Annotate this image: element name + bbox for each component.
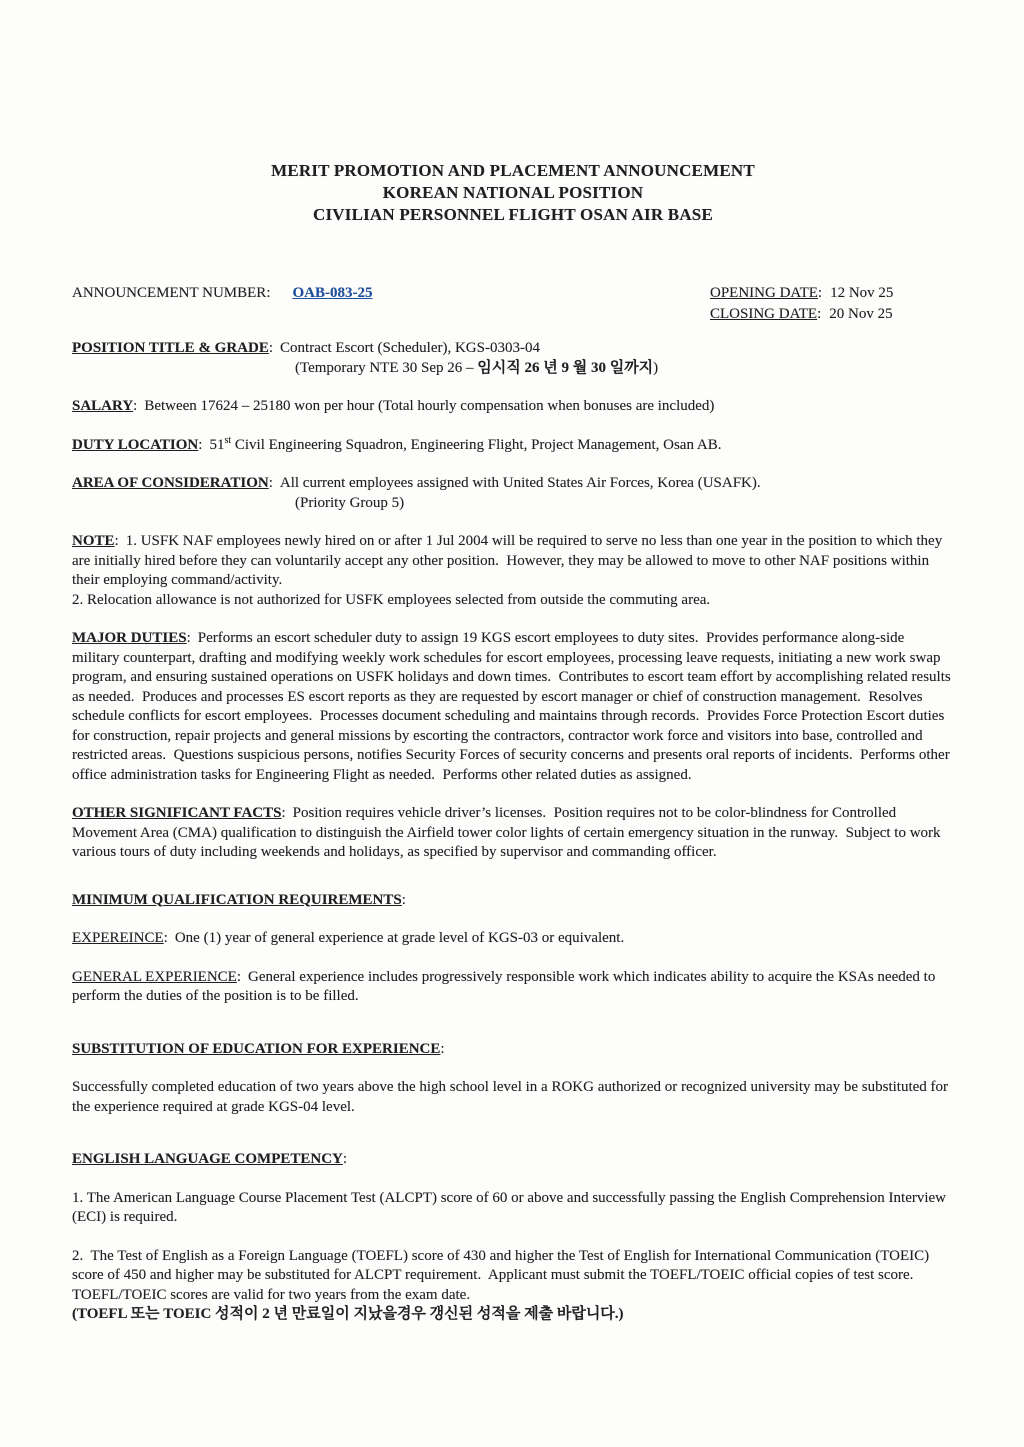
english-competency-korean-note: (TOEFL 또는 TOEIC 성적이 2 년 만료일이 지났을경우 갱신된 성적을 제출 바랍니다.) <box>72 1306 624 1322</box>
salary-value: Between 17624 – 25180 won per hour (Total hourly compensation when bonuses are included) <box>144 398 715 414</box>
position-title-value: Contract Escort (Scheduler), KGS-0303-04 <box>280 340 540 356</box>
english-competency-item-2 <box>72 1247 954 1325</box>
colon: : <box>817 306 822 322</box>
colon: : <box>186 630 191 646</box>
area-of-consideration-value: All current employees assigned with United States Air Forces, Korea (USAFK). <box>279 475 761 491</box>
experience-label: EXPEREINCE <box>72 930 164 946</box>
temporary-note-close-paren: ) <box>653 359 659 376</box>
colon: : <box>266 285 271 301</box>
note-item-1: 1. USFK NAF employees newly hired on or after 1 Jul 2004 will be required to serve no less than one year in the position to which they are initially hired before they can voluntarily accept any other position. However, they may be allowed to move to other NAF positions within their employing command/activity. <box>72 533 946 588</box>
temporary-note-korean: 임시직 26 년 9 월 30 일까지 <box>477 359 654 376</box>
substitution-heading <box>72 1040 954 1060</box>
general-experience-label: GENERAL EXPERIENCE <box>72 968 237 985</box>
note-paragraph <box>72 532 954 610</box>
duty-location-field <box>72 436 954 456</box>
other-significant-facts-text: Position requires vehicle driver’s licenses. Position requires not to be color-blindness for Controlled Movement Area (CMA) qualification to distinguish the Airfield tower color lights of certain emergency situation in the runway. Subject to work various tours of duty including weekends and holidays, as specified by supervisor and commanding officer. <box>72 805 945 860</box>
announcement-number-label: ANNOUNCEMENT NUMBER <box>72 285 267 301</box>
colon: : <box>163 930 168 946</box>
area-of-consideration-label: AREA OF CONSIDERATION <box>72 475 269 491</box>
experience-field <box>72 929 954 949</box>
note-item-2: 2. Relocation allowance is not authorized for USFK employees selected from outside the commuting area. <box>72 591 711 608</box>
duty-location-label: DUTY LOCATION <box>72 436 199 453</box>
colon: : <box>268 340 274 356</box>
document-title <box>72 0 954 226</box>
general-experience-field <box>72 968 954 1007</box>
closing-date-value: 20 Nov 25 <box>829 306 893 322</box>
temporary-note-english: (Temporary NTE 30 Sep 26 – <box>295 359 478 376</box>
announcement-row <box>72 283 954 325</box>
title-line-2: KOREAN NATIONAL POSITION <box>382 183 644 202</box>
colon: : <box>114 533 119 549</box>
major-duties-label: MAJOR DUTIES <box>72 630 187 646</box>
priority-group-line: (Priority Group 5) <box>295 494 405 511</box>
major-duties-paragraph <box>72 629 954 785</box>
colon: : <box>236 968 242 985</box>
colon: : <box>440 1040 445 1057</box>
dates-block <box>710 283 893 325</box>
salary-label: SALARY <box>72 398 134 414</box>
colon: : <box>281 805 286 821</box>
colon: : <box>268 475 273 491</box>
colon: : <box>342 1151 348 1167</box>
other-significant-facts-label: OTHER SIGNIFICANT FACTS <box>72 805 282 821</box>
note-label: NOTE <box>72 533 115 549</box>
minimum-qualification-label: MINIMUM QUALIFICATION REQUIREMENTS <box>72 891 402 908</box>
title-line-1: MERIT PROMOTION AND PLACEMENT ANNOUNCEMENT <box>271 161 755 180</box>
position-title-temporary-line <box>72 359 954 379</box>
opening-date-value: 12 Nov 25 <box>830 285 894 301</box>
position-title-field <box>72 339 954 378</box>
duty-location-ordinal-suffix: st <box>224 434 232 446</box>
colon: : <box>133 398 138 414</box>
opening-date-label: OPENING DATE <box>710 285 818 301</box>
substitution-paragraph: Successfully completed education of two years above the high school level in a ROKG authorized or recognized university may be substituted for the experience required at grade KGS-04 level. <box>72 1079 949 1115</box>
colon: : <box>198 436 203 453</box>
colon: : <box>817 285 823 301</box>
closing-date-row <box>710 304 893 325</box>
salary-field <box>72 397 954 417</box>
opening-date-row <box>710 283 893 304</box>
english-competency-heading <box>72 1150 954 1170</box>
position-title-label: POSITION TITLE & GRADE <box>72 340 269 356</box>
minimum-qualification-heading <box>72 891 954 911</box>
other-significant-facts-paragraph <box>72 804 954 863</box>
english-competency-label: ENGLISH LANGUAGE COMPETENCY <box>72 1151 343 1167</box>
closing-date-label: CLOSING DATE <box>710 306 818 322</box>
announcement-number-link[interactable]: OAB-083-25 <box>292 285 373 301</box>
substitution-label: SUBSTITUTION OF EDUCATION FOR EXPERIENCE <box>72 1040 441 1057</box>
duty-location-number: 51 <box>209 436 225 453</box>
english-competency-item-2-text: 2. The Test of English as a Foreign Language (TOEFL) score of 430 and higher the Test of English for International Communication (TOEIC) score of 450 and higher may be substituted for ALCPT requirement. Applicant must submit the TOEFL/TOEIC official copies of test score. TOEFL/TOEIC scores are valid for two years from the exam date. <box>72 1247 933 1303</box>
colon: : <box>401 891 406 908</box>
duty-location-value: Civil Engineering Squadron, Engineering Flight, Project Management, Osan AB. <box>231 436 722 453</box>
title-line-3: CIVILIAN PERSONNEL FLIGHT OSAN AIR BASE <box>312 205 713 224</box>
english-competency-item-1: 1. The American Language Course Placement Test (ALCPT) score of 60 or above and successfully passing the English Comprehension Interview (ECI) is required. <box>72 1189 947 1225</box>
area-of-consideration-field <box>72 474 954 513</box>
major-duties-text: Performs an escort scheduler duty to assign 19 KGS escort employees to duty sites. Provides performance along-side military counterpart, drafting and modifying weekly work schedules for escort employees, processing leave requests, initiating a new work swap program, and ensuring sustained operations on USFK holidays and down times. Contributes to escort team effort by accomplishing related results as needed. Produces and processes ES escort reports as they are requested by escort manager or chief of construction management. Resolves schedule conflicts for escort employees. Processes document scheduling and maintains through records. Provides Force Protection Escort duties for construction, repair projects and general missions by escorting the contractors, contractor work force and visitors into base, controlled and restricted areas. Questions suspicious persons, notifies Security Forces of security concerns and presents oral reports of incidents. Performs other office administration tasks for Engineering Flight as needed. Performs other related duties as assigned. <box>72 630 955 783</box>
experience-text: One (1) year of general experience at grade level of KGS-03 or equivalent. <box>174 930 625 946</box>
general-experience-text: General experience includes progressively responsible work which indicates ability to acquire the KSAs needed to perform the duties of the position is to be filled. <box>72 968 940 1004</box>
